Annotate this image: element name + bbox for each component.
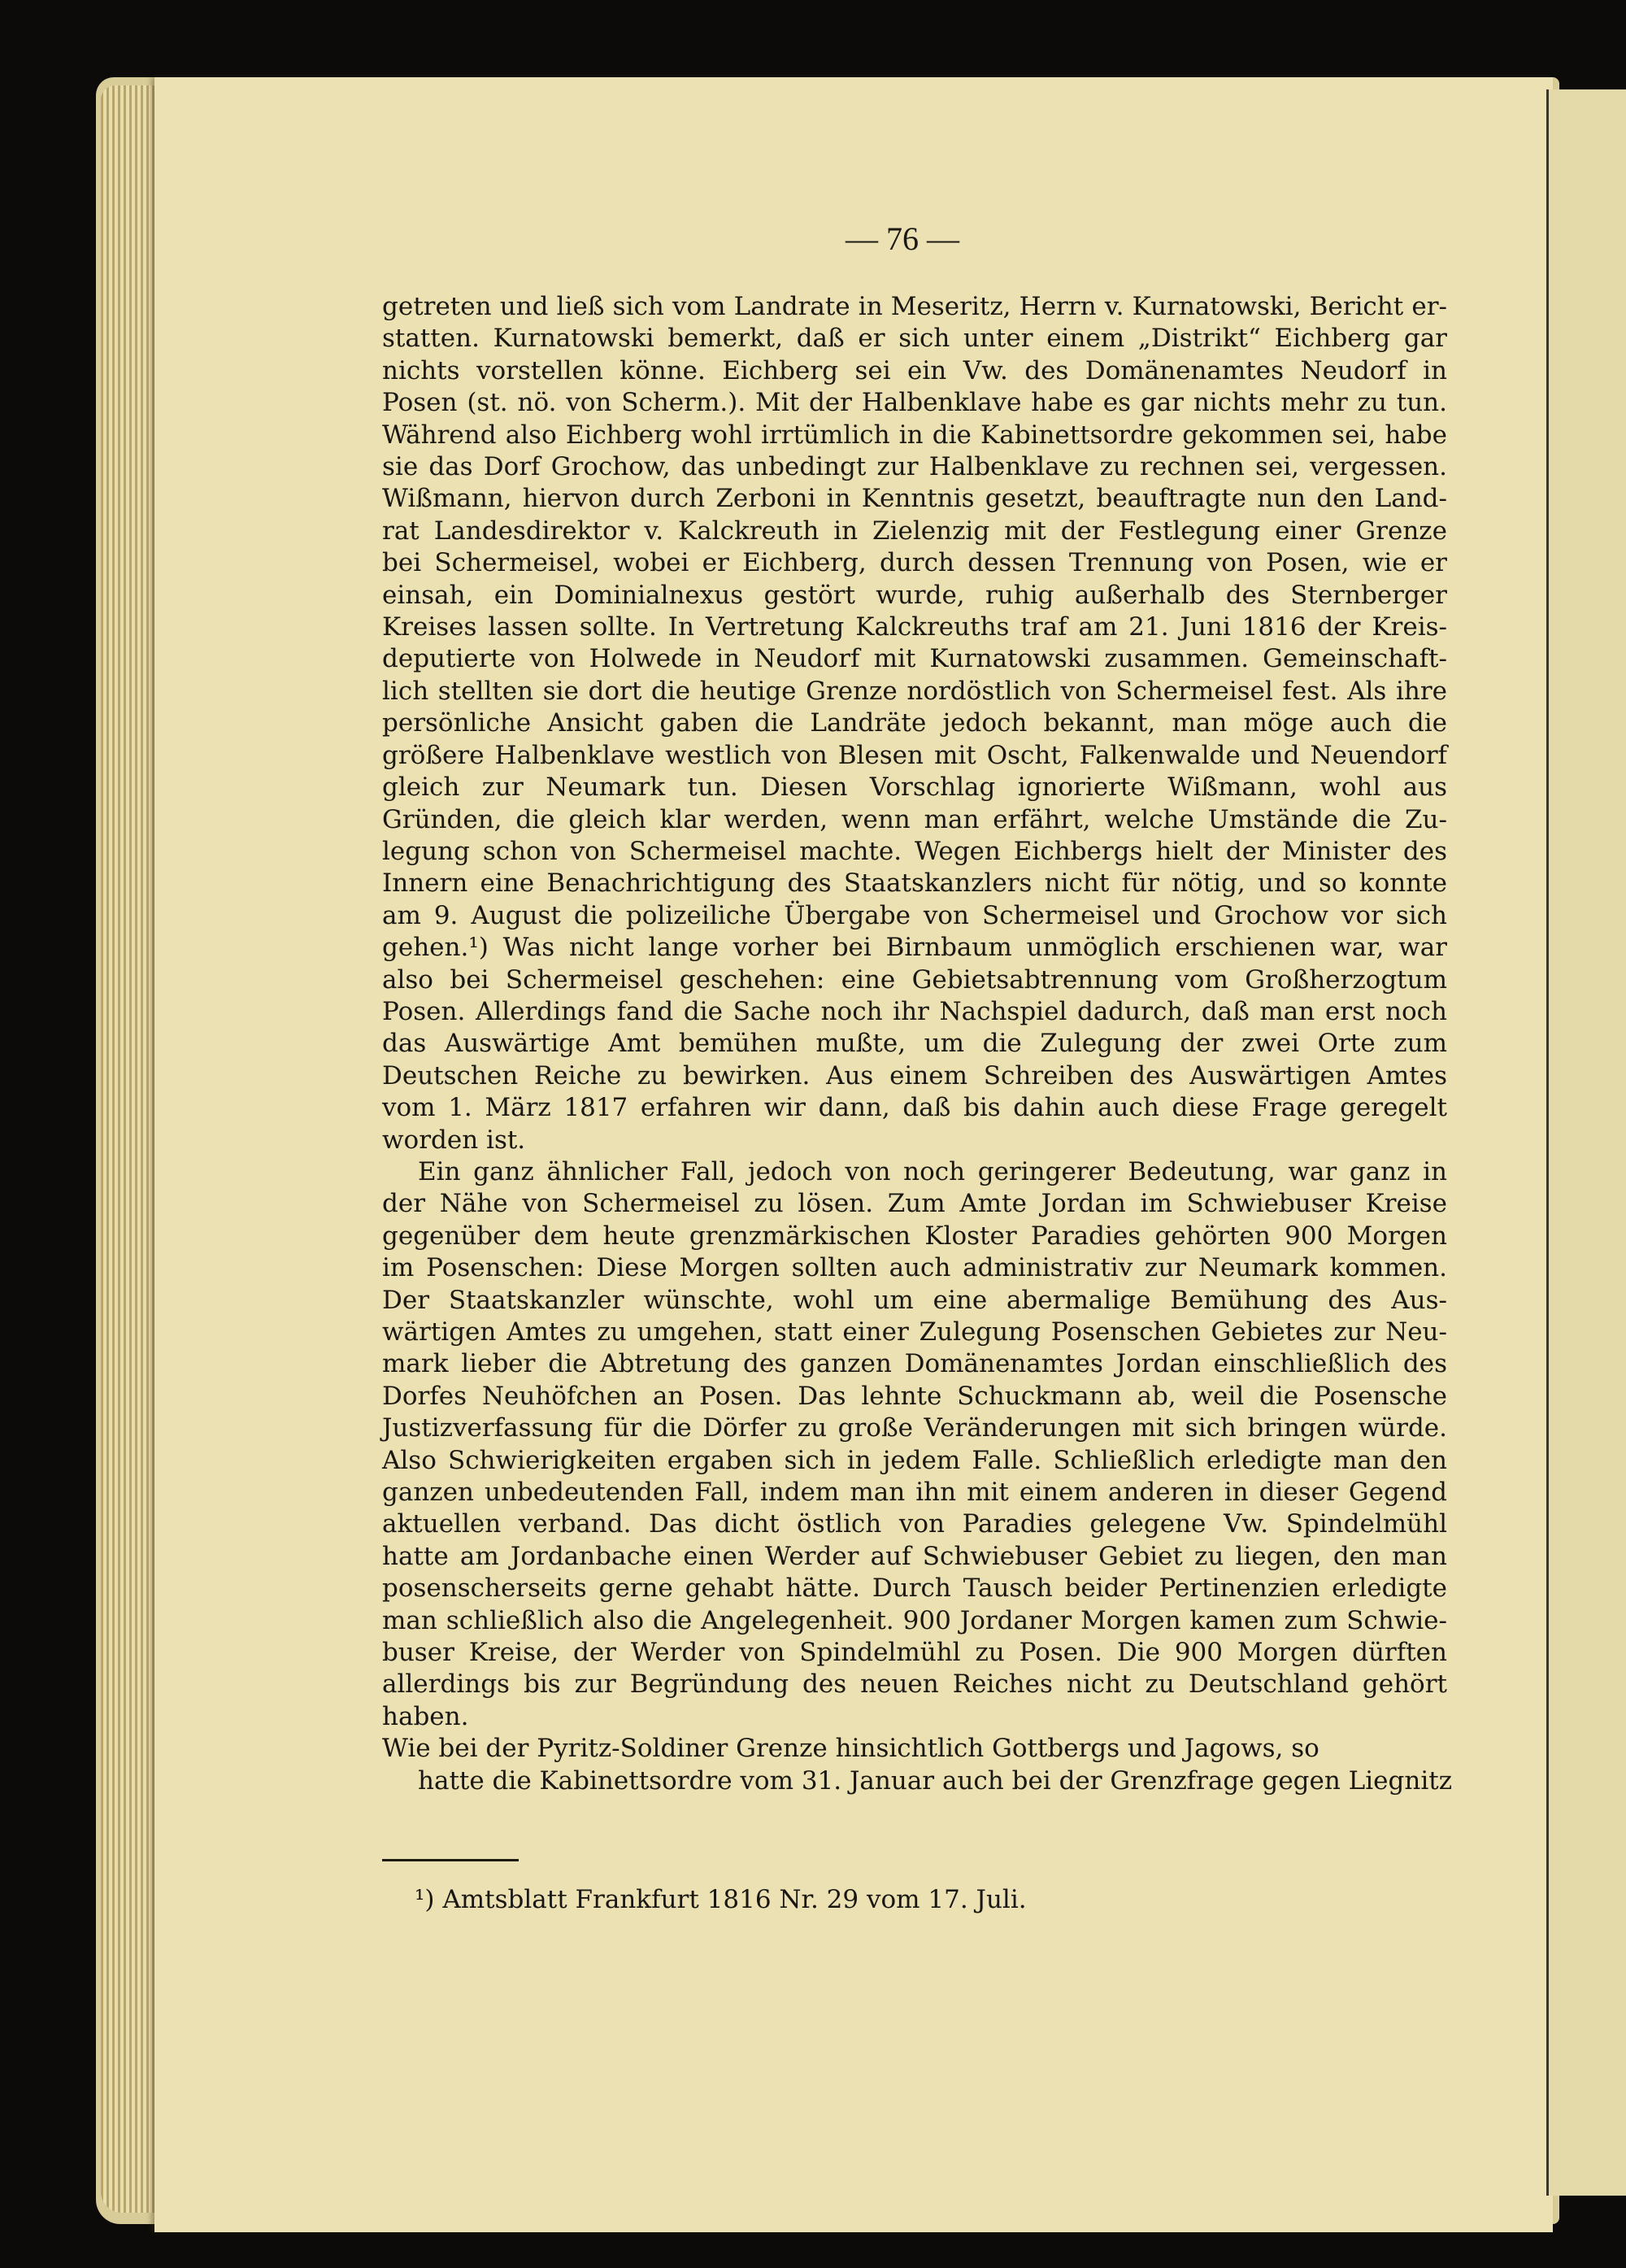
text-line: allerdings bis zur Begründung des neuen Reiches nicht zu Deutschland gehört bbox=[382, 1669, 1447, 1700]
text-line: man schließlich also die Angelegenheit. 900 Jordaner Morgen kamen zum Schwie- bbox=[382, 1605, 1447, 1635]
text-line: vom 1. März 1817 erfahren wir dann, daß bis dahin auch diese Frage geregelt bbox=[382, 1093, 1447, 1123]
text-line: Posen (st. nö. von Scherm.). Mit der Halbenklave habe es gar nichts mehr zu tun. bbox=[382, 388, 1447, 418]
text-line: rat Landesdirektor v. Kalckreuth in Zielenzig mit der Festlegung einer Grenze bbox=[382, 516, 1447, 546]
text-line: nichts vorstellen könne. Eichberg sei ein Vw. des Domänenamtes Neudorf in bbox=[382, 355, 1447, 385]
footnote-divider bbox=[382, 1859, 519, 1861]
text-line: hatte die Kabinettsordre vom 31. Januar auch bei der Grenzfrage gegen Liegnitz bbox=[418, 1765, 1453, 1796]
text-line: Justizverfassung für die Dörfer zu große Veränderungen mit sich bringen würde. bbox=[382, 1413, 1447, 1443]
text-line: deputierte von Holwede in Neudorf mit Kurnatowski zusammen. Gemeinschaft- bbox=[382, 644, 1447, 674]
text-line: hatte am Jordanbache einen Werder auf Schwiebuser Gebiet zu liegen, den man bbox=[382, 1541, 1447, 1571]
text-line: Posen. Allerdings fand die Sache noch ihr Nachspiel dadurch, daß man erst noch bbox=[382, 996, 1447, 1026]
text-line: Innern eine Benachrichtigung des Staatskanzlers nicht für nötig, und so konnte bbox=[382, 868, 1447, 899]
text-line: posenscherseits gerne gehabt hätte. Durch Tausch beider Pertinenzien erledigte bbox=[382, 1574, 1447, 1604]
text-line: worden ist. bbox=[382, 1125, 526, 1155]
text-line: der Nähe von Schermeisel zu lösen. Zum Amte Jordan im Schwiebuser Kreise bbox=[382, 1189, 1447, 1219]
page-number: — 76 — bbox=[846, 220, 959, 257]
opposite-page-edge bbox=[1546, 89, 1626, 2196]
text-line: Der Staatskanzler wünschte, wohl um eine abermalige Bemühung des Aus- bbox=[382, 1285, 1447, 1315]
text-line: am 9. August die polizeiliche Übergabe von Schermeisel und Grochow vor sich bbox=[382, 900, 1447, 930]
text-line: einsah, ein Dominialnexus gestört wurde, ruhig außerhalb des Sternberger bbox=[382, 580, 1447, 610]
text-line: Ein ganz ähnlicher Fall, jedoch von noch geringerer Bedeutung, war ganz in bbox=[418, 1156, 1447, 1186]
text-line: ganzen unbedeutenden Fall, indem man ihn mit einem anderen in dieser Gegend bbox=[382, 1478, 1447, 1508]
text-line: lich stellten sie dort die heutige Grenze nordöstlich von Schermeisel fest. Als ihre bbox=[382, 676, 1447, 706]
text-line: also bei Schermeisel geschehen: eine Gebietsabtrennung vom Großherzogtum bbox=[382, 964, 1447, 995]
text-line: Also Schwierigkeiten ergaben sich in jedem Falle. Schließlich erledigte man den bbox=[382, 1445, 1447, 1475]
text-line: statten. Kurnatowski bemerkt, daß er sich unter einem „Distrikt“ Eichberg gar bbox=[382, 324, 1447, 354]
text-line: Dorfes Neuhöfchen an Posen. Das lehnte Schuckmann ab, weil die Posensche bbox=[382, 1381, 1447, 1411]
text-line: Gründen, die gleich klar werden, wenn man erfährt, welche Umstände die Zu- bbox=[382, 804, 1447, 834]
text-line: haben. bbox=[382, 1701, 469, 1731]
text-line: sie das Dorf Grochow, das unbedingt zur Halbenklave zu rechnen sei, vergessen. bbox=[382, 452, 1447, 482]
footnote: ¹) Amtsblatt Frankfurt 1816 Nr. 29 vom 17. Juli. bbox=[415, 1885, 1027, 1914]
text-line: getreten und ließ sich vom Landrate in Meseritz, Herrn v. Kurnatowski, Bericht er- bbox=[382, 292, 1447, 321]
text-line: Während also Eichberg wohl irrtümlich in die Kabinettsordre gekommen sei, habe bbox=[382, 420, 1447, 450]
text-line: aktuellen verband. Das dicht östlich von Paradies gelegene Vw. Spindelmühl bbox=[382, 1509, 1447, 1539]
text-line: im Posenschen: Diese Morgen sollten auch administrativ zur Neumark kommen. bbox=[382, 1253, 1447, 1283]
text-line: Wißmann, hiervon durch Zerboni in Kenntnis gesetzt, beauftragte nun den Land- bbox=[382, 484, 1447, 514]
body-text bbox=[382, 291, 1453, 1797]
text-line: das Auswärtige Amt bemühen mußte, um die Zulegung der zwei Orte zum bbox=[382, 1029, 1447, 1059]
text-line: bei Schermeisel, wobei er Eichberg, durch dessen Trennung von Posen, wie er bbox=[382, 548, 1447, 578]
text-line: gleich zur Neumark tun. Diesen Vorschlag ignorierte Wißmann, wohl aus bbox=[382, 773, 1447, 803]
text-line: legung schon von Schermeisel machte. Wegen Eichbergs hielt der Minister des bbox=[382, 836, 1447, 866]
text-line: größere Halbenklave westlich von Blesen mit Oscht, Falkenwalde und Neuendorf bbox=[382, 740, 1447, 770]
text-line: Deutschen Reiche zu bewirken. Aus einem Schreiben des Auswärtigen Amtes bbox=[382, 1060, 1447, 1090]
text-line: gehen.¹) Was nicht lange vorher bei Birnbaum unmöglich erschienen war, war bbox=[382, 933, 1447, 963]
text-line: persönliche Ansicht gaben die Landräte jedoch bekannt, man möge auch die bbox=[382, 708, 1447, 738]
text-line: gegenüber dem heute grenzmärkischen Kloster Paradies gehörten 900 Morgen bbox=[382, 1221, 1447, 1251]
text-line: Wie bei der Pyritz-Soldiner Grenze hinsichtlich Gottbergs und Jagows, so bbox=[382, 1734, 1319, 1764]
text-line: Kreises lassen sollte. In Vertretung Kalckreuths traf am 21. Juni 1816 der Kreis- bbox=[382, 612, 1447, 642]
text-line: mark lieber die Abtretung des ganzen Domänenamtes Jordan einschließlich des bbox=[382, 1349, 1447, 1379]
text-line: buser Kreise, der Werder von Spindelmühl zu Posen. Die 900 Morgen dürften bbox=[382, 1638, 1447, 1668]
text-line: wärtigen Amtes zu umgehen, statt einer Zulegung Posenschen Gebietes zur Neu- bbox=[382, 1317, 1447, 1347]
